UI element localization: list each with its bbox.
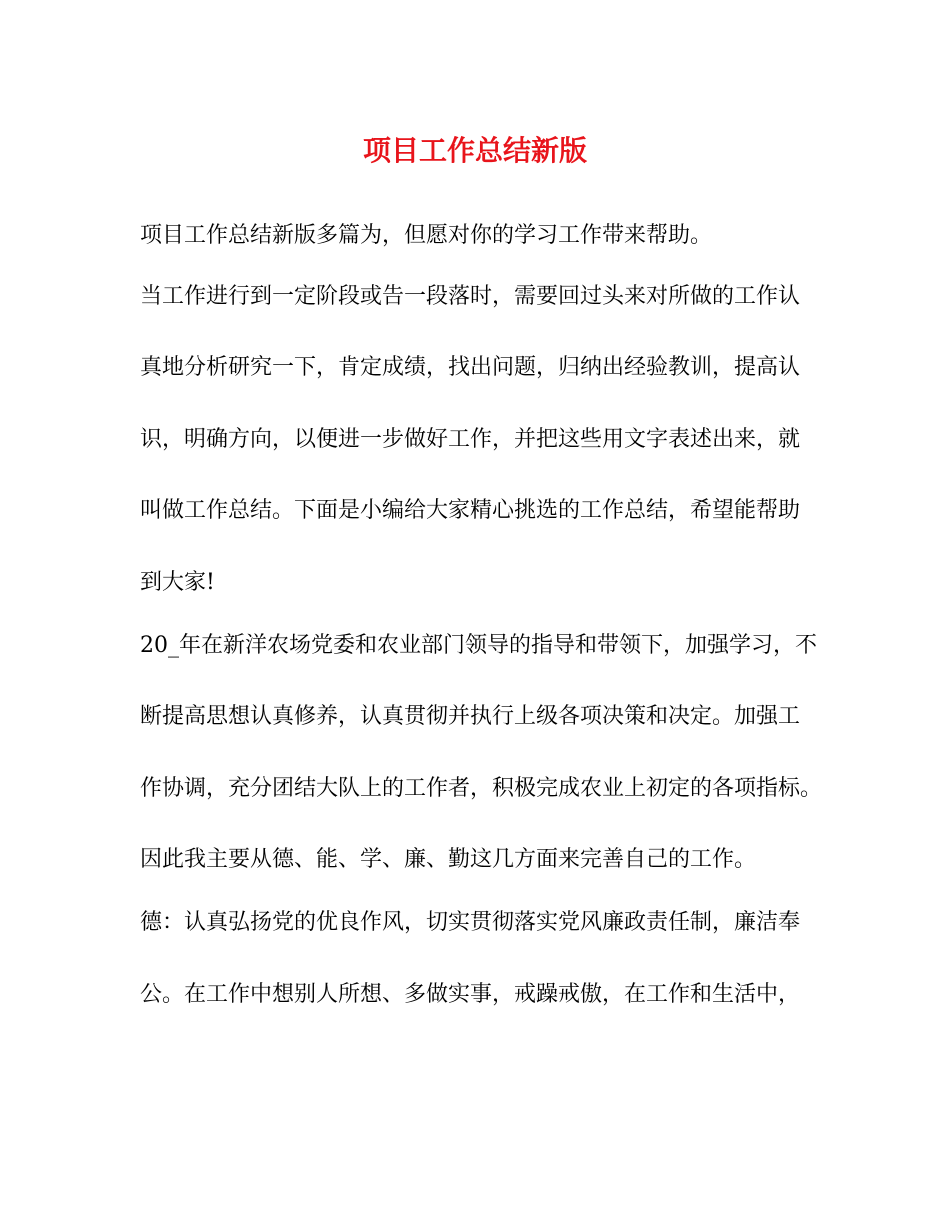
paragraph-line: 真地分析研究一下，肯定成绩，找出问题，归纳出经验教训，提高认 <box>140 355 801 380</box>
paragraph-line: 当工作进行到一定阶段或告一段落时，需要回过头来对所做的工作认 <box>140 284 801 309</box>
paragraph-line: 项目工作总结新版多篇为，但愿对你的学习工作带来帮助。 <box>140 223 713 248</box>
paragraph-line: 识，明确方向，以便进一步做好工作，并把这些用文字表述出来，就 <box>140 427 801 452</box>
paragraph-line: 公。在工作中想别人所想、多做实事，戒躁戒傲，在工作和生活中， <box>140 982 801 1007</box>
paragraph-line: 德：认真弘扬党的优良作风，切实贯彻落实党风廉政责任制，廉洁奉 <box>140 910 801 935</box>
paragraph-line: 叫做工作总结。下面是小编给大家精心挑选的工作总结，希望能帮助 <box>140 498 801 523</box>
paragraph-line: 作协调，充分团结大队上的工作者，积极完成农业上初定的各项指标。 <box>140 776 823 801</box>
paragraph-line: 因此我主要从德、能、学、廉、勤这几方面来完善自己的工作。 <box>140 847 757 872</box>
paragraph-line: 断提高思想认真修养，认真贯彻并执行上级各项决策和决定。加强工 <box>140 704 801 729</box>
paragraph-line: 到大家! <box>140 570 215 595</box>
document-title: 项目工作总结新版 <box>362 134 587 167</box>
paragraph-line: 20_年在新洋农场党委和农业部门领导的指导和带领下，加强学习，不 <box>140 633 817 658</box>
